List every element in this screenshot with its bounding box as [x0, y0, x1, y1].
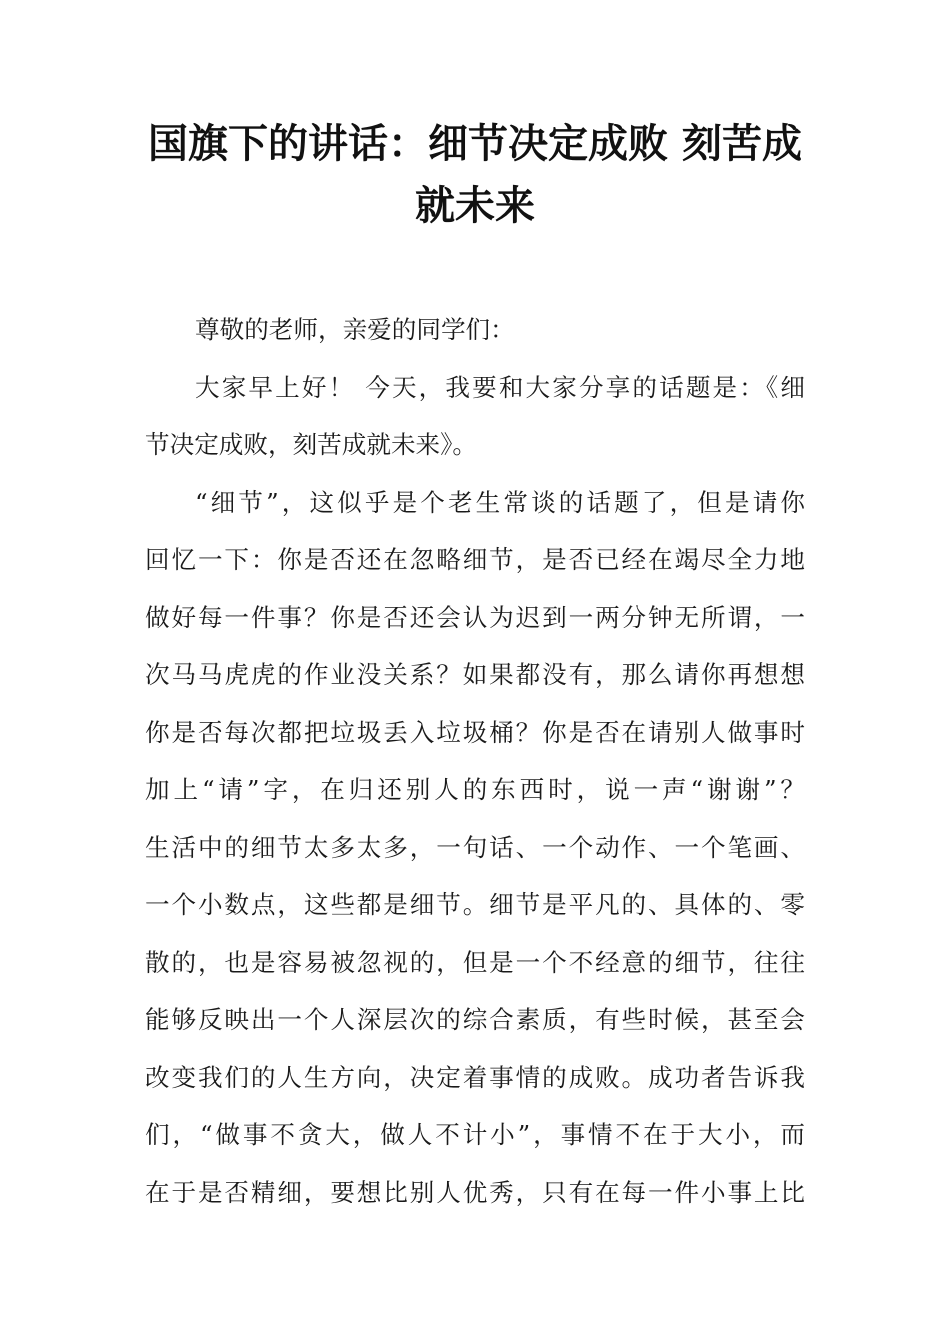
salutation: 尊敬的老师，亲爱的同学们： — [195, 315, 515, 344]
paragraph-line: 节决定成败，刻苦成就未来》。 — [145, 430, 478, 459]
paragraph-line: 做好每一件事？你是否还会认为迟到一两分钟无所谓，一 — [145, 602, 805, 632]
paragraph-line: 次马马虎虎的作业没关系？如果都没有，那么请你再想想 — [145, 660, 805, 689]
paragraph-line: 散的，也是容易被忽视的，但是一个不经意的细节，往往 — [145, 947, 805, 977]
title-line: 就未来 — [415, 182, 535, 229]
document-title — [140, 113, 810, 237]
paragraph-line: 在于是否精细，要想比别人优秀，只有在每一件小事上比 — [145, 1177, 805, 1207]
paragraph-line: 一个小数点，这些都是细节。细节是平凡的、具体的、零 — [145, 890, 805, 919]
paragraph-line: 大家早上好！ 今天，我要和大家分享的话题是：《细 — [195, 372, 805, 402]
paragraph-line: 改变我们的人生方向，决定着事情的成败。成功者告诉我 — [145, 1062, 805, 1092]
paragraph-line: 你是否每次都把垃圾丢入垃圾桶？你是否在请别人做事时 — [145, 717, 805, 747]
paragraph-line: 们，“做事不贪大，做人不计小”，事情不在于大小，而 — [145, 1120, 805, 1149]
paragraph-line: 能够反映出一个人深层次的综合素质，有些时候，甚至会 — [145, 1005, 805, 1034]
paragraph-line: 回忆一下：你是否还在忽略细节，是否已经在竭尽全力地 — [145, 545, 805, 574]
paragraph-line: 加上“请”字，在归还别人的东西时，说一声“谢谢”？ — [145, 775, 805, 804]
title-line: 国旗下的讲话：细节决定成败 刻苦成 — [148, 120, 802, 167]
paragraph-line: 生活中的细节太多太多，一句话、一个动作、一个笔画、 — [145, 832, 805, 862]
paragraph-line: “细节”，这似乎是个老生常谈的话题了，但是请你 — [195, 487, 805, 517]
document-body — [145, 307, 805, 1227]
